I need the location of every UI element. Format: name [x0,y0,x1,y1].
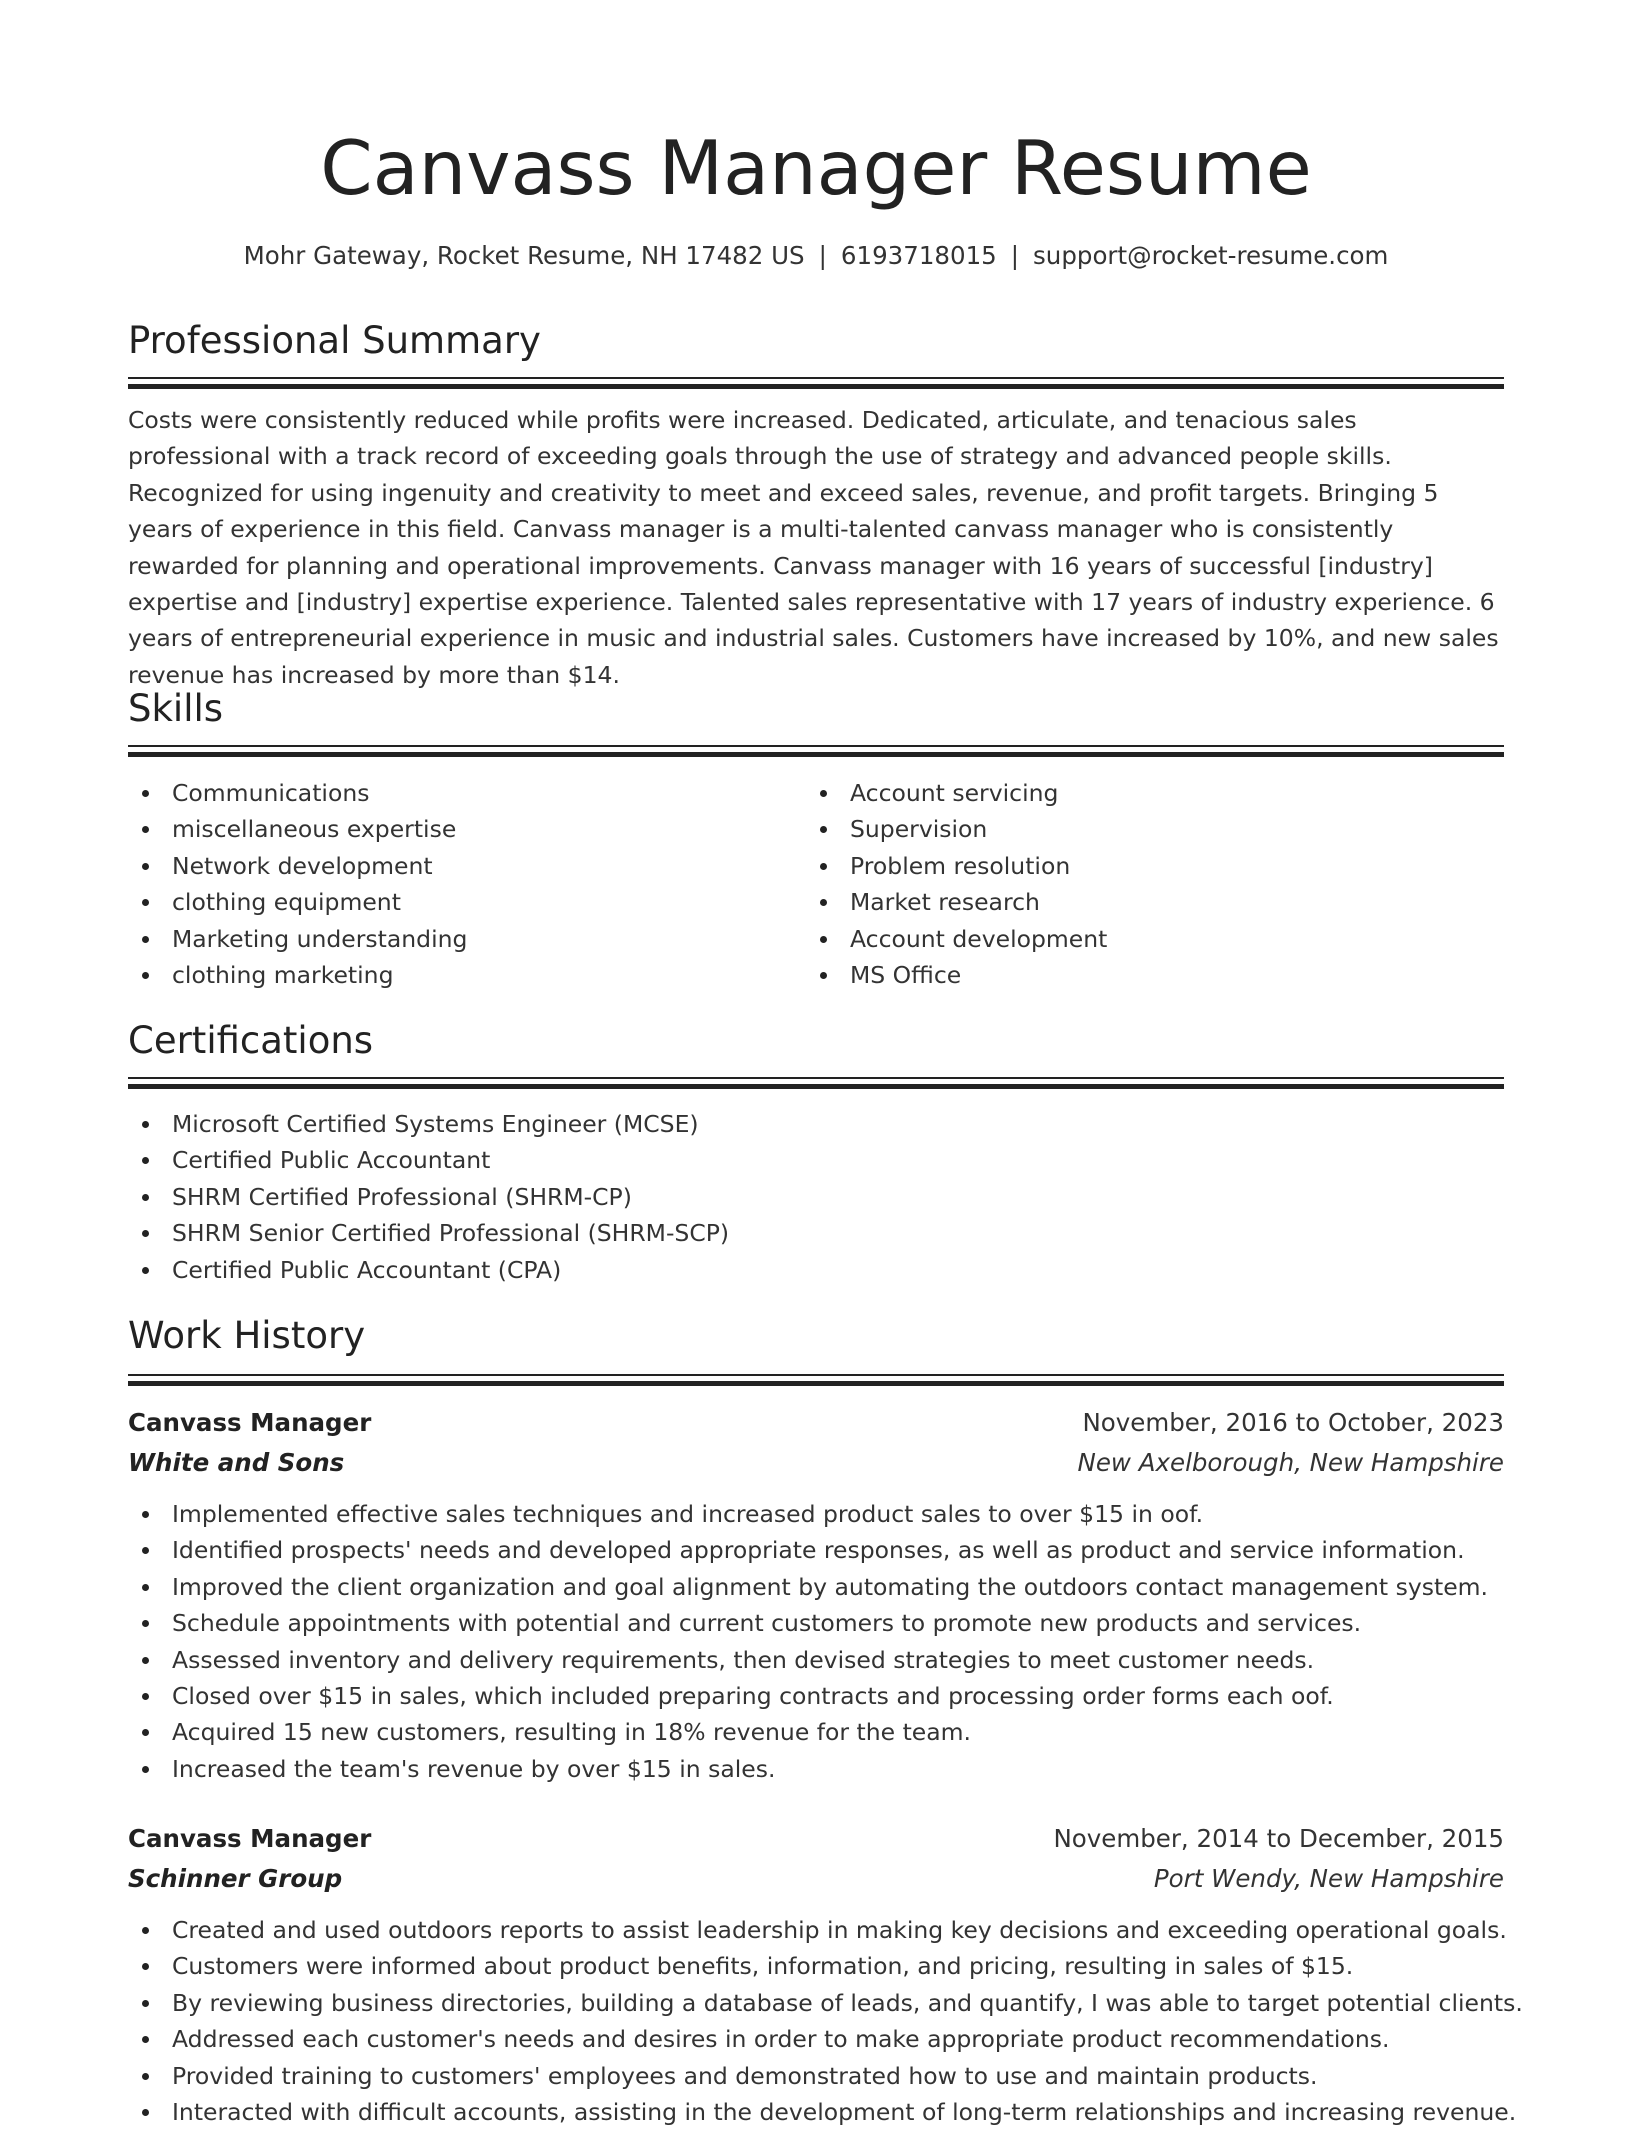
contact-separator: | [818,241,827,270]
section-divider [128,1077,1504,1086]
list-item: Microsoft Certified Systems Engineer (MCSE) [128,1106,1504,1142]
work-heading: Work History [128,1314,366,1357]
list-item: clothing equipment [128,884,804,920]
list-item: Certified Public Accountant [128,1142,1504,1178]
summary-section-header [128,316,1504,366]
contact-email[interactable]: support@rocket-resume.com [1033,241,1389,270]
job-dates: November, 2014 to December, 2015 [1053,1824,1504,1853]
list-item: SHRM Senior Certified Professional (SHRM-SCP) [128,1215,1504,1251]
list-item: Assessed inventory and delivery requirements, then devised strategies to meet customer needs. [128,1642,1504,1678]
list-item: Network development [128,848,804,884]
list-item: Provided training to customers' employees and demonstrated how to use and maintain products. [128,2058,1504,2094]
list-item: Identified prospects' needs and developed appropriate responses, as well as product and service information. [128,1532,1504,1568]
list-item: Improved the client organization and goal alignment by automating the outdoors contact management system. [128,1569,1504,1605]
job-header [128,1819,1504,1859]
summary-text: Costs were consistently reduced while profits were increased. Dedicated, articulate, and tenacious sales professional with a track record of exceeding goals through the use of strategy and advanced people skills. Recognized for using ingenuity and creativity to meet and exceed sales, revenue, and profit targets. Bringing 5 years of experience in this field. Canvass manager is a multi-talented canvass manager who is consistently rewarded for planning and operational improvements. Canvass manager with 16 years of successful [industry] expertise and [industry] expertise experience. Talented sales representative with 17 years of industry experience. 6 years of entrepreneurial experience in music and industrial sales. Customers have increased by 10%, and new sales revenue has increased by more than $14. [128,406,1499,689]
list-item: Schedule appointments with potential and current customers to promote new products and services. [128,1605,1504,1641]
certifications-section-header [128,1016,1504,1066]
list-item: Closed over $15 in sales, which included preparing contracts and processing order forms each oof. [128,1678,1504,1714]
job-dates: November, 2016 to October, 2023 [1082,1408,1504,1437]
job-title: Canvass Manager [128,1408,372,1437]
job-bullets [128,1496,1504,1787]
list-item: Problem resolution [806,848,1482,884]
list-item: Account servicing [806,775,1482,811]
list-item: Account development [806,921,1482,957]
job-location: New Axelborough, New Hampshire [1077,1448,1504,1477]
job-subheader [128,1443,1504,1483]
list-item: Marketing understanding [128,921,804,957]
list-item: miscellaneous expertise [128,811,804,847]
resume-title: Canvass Manager Resume [320,124,1312,212]
section-divider [128,377,1504,386]
list-item: Communications [128,775,804,811]
certifications-heading: Certifications [128,1019,374,1062]
list-item: Market research [806,884,1482,920]
certifications-list [128,1106,1504,1288]
list-item: Supervision [806,811,1482,847]
list-item: SHRM Certified Professional (SHRM-CP) [128,1179,1504,1215]
list-item: Created and used outdoors reports to assist leadership in making key decisions and exceeding operational goals. [128,1912,1504,1948]
job-company: White and Sons [128,1448,345,1477]
list-item: Implemented effective sales techniques and increased product sales to over $15 in oof. [128,1496,1504,1532]
list-item: Acquired 15 new customers, resulting in 18% revenue for the team. [128,1714,1504,1750]
job-title: Canvass Manager [128,1824,372,1853]
job-location: Port Wendy, New Hampshire [1153,1864,1504,1893]
skills-list-right [806,775,1482,993]
job-header [128,1403,1504,1443]
list-item: Certified Public Accountant (CPA) [128,1252,1504,1288]
list-item: By reviewing business directories, building a database of leads, and quantify, I was able to target potential clients. [128,1985,1504,2021]
list-item: MS Office [806,957,1482,993]
work-section-header [128,1311,1504,1361]
contact-address: Mohr Gateway, Rocket Resume, NH 17482 US [243,241,805,270]
skills-heading: Skills [128,687,224,730]
job-company: Schinner Group [128,1864,343,1893]
section-divider [128,745,1504,754]
job-subheader [128,1859,1504,1899]
skills-list-left [128,775,804,993]
contact-line [128,238,1504,274]
job-bullets [128,1912,1523,2130]
list-item: clothing marketing [128,957,804,993]
list-item: Addressed each customer's needs and desires in order to make appropriate product recommendations. [128,2021,1504,2057]
list-item: Customers were informed about product benefits, information, and pricing, resulting in sales of $15. [128,1948,1504,1984]
contact-separator: | [1010,241,1020,270]
skills-section-header [128,684,1504,734]
section-divider [128,1374,1504,1383]
list-item: Interacted with difficult accounts, assisting in the development of long-term relationships and increasing revenue. [128,2094,1504,2130]
summary-heading: Professional Summary [128,319,541,362]
list-item: Increased the team's revenue by over $15 in sales. [128,1751,1504,1787]
contact-phone: 6193718015 [840,241,997,270]
